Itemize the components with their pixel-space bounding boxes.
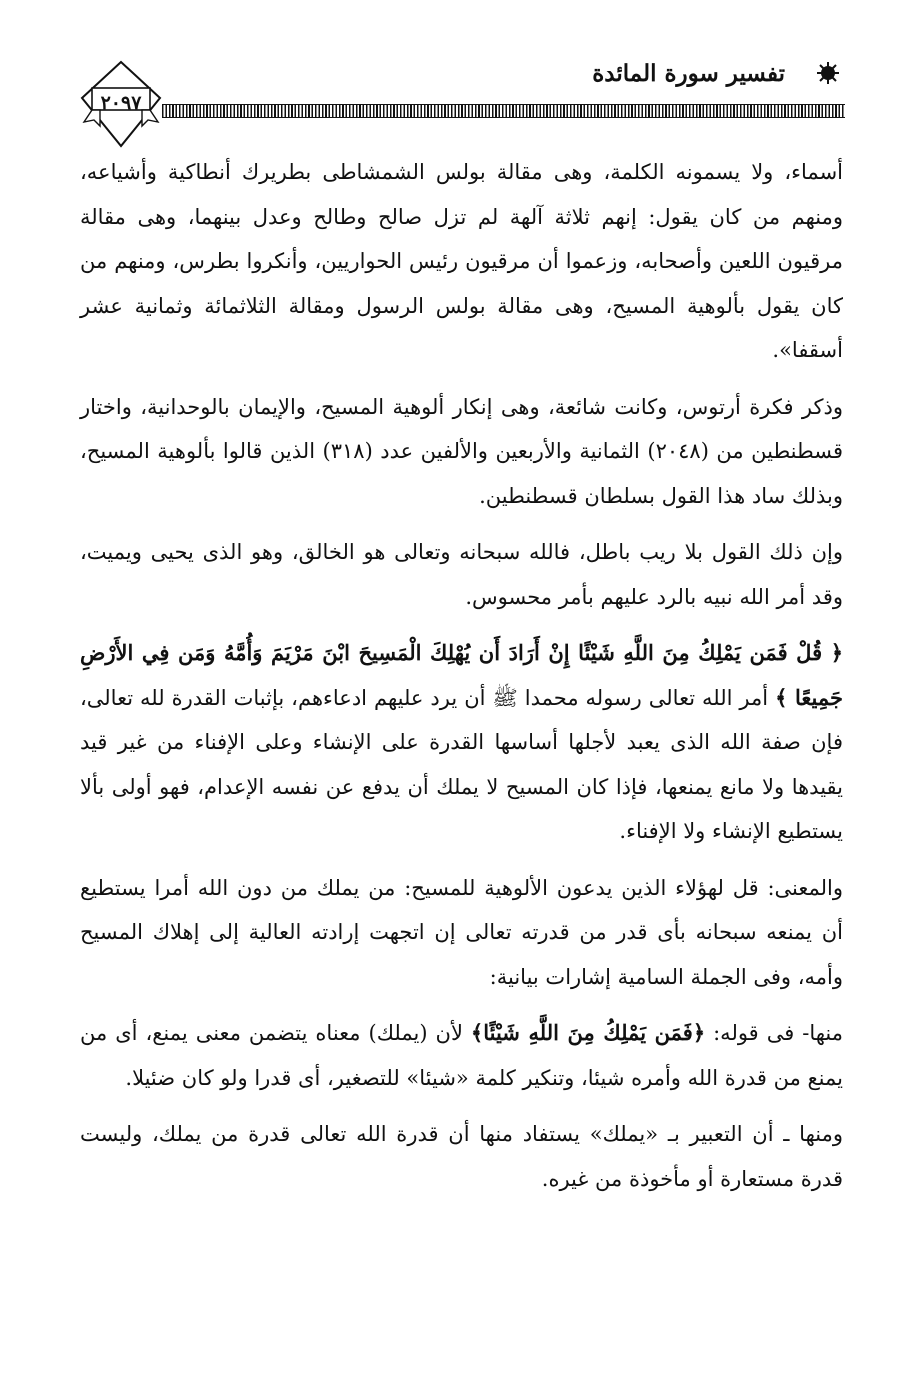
page-number: ٢٠٩٧: [100, 92, 142, 114]
paragraph: [80, 631, 843, 854]
page-number-badge: [80, 60, 162, 150]
ornament-icon: [817, 62, 839, 84]
paragraph-text: أمر الله تعالى رسوله محمدا ﷺ أن يرد عليهم ادعاءهم، بإثبات القدرة لله تعالى، فإن صفة الله الذى يعبد لأجلها أساسها القدرة على الإنشاء وعلى الإفناء من غير قيد يقيدها ولا مانع يمنعها، فإذا كان المسيح لا يملك أن يدفع عن نفسه الإعدام، فهو أولى بألا يستطيع الإنشاء ولا الإفناء.: [80, 685, 843, 843]
quran-verse: ﴿فَمَن يَمْلِكُ مِنَ اللَّهِ شَيْئًا﴾: [470, 1020, 706, 1045]
paragraph-text: ومنها ـ أن التعبير بـ «يملك» يستفاد منها أن قدرة الله تعالى قدرة من يملك، وليست قدرة مستعارة أو مأخوذة من غيره.: [80, 1122, 843, 1191]
paragraph-text: وإن ذلك القول بلا ريب باطل، فالله سبحانه وتعالى هو الخالق، وهو الذى يحيى ويميت، وقد أمر الله نبيه بالرد عليهم بأمر محسوس.: [80, 540, 843, 609]
paragraph: [80, 530, 843, 619]
paragraph: [80, 150, 843, 373]
paragraph-text: وذكر فكرة أرتوس، وكانت شائعة، وهى إنكار ألوهية المسيح، والإيمان بالوحدانية، واختار قسطنطين من (٢٠٤٨) الثمانية والأربعين والألفين عدد (٣١٨) الذين قالوا بألوهية المسيح، وبذلك ساد هذا القول بسلطان قسطنطين.: [80, 394, 844, 508]
body-text: [80, 150, 843, 1201]
header-rule: [162, 104, 845, 118]
running-title: تفسير سورة المائدة: [592, 60, 785, 87]
quran-verse: ﴿ قُلْ فَمَن يَمْلِكُ مِنَ اللَّهِ شَيْئًا إِنْ أَرَادَ أَن يُهْلِكَ الْمَسِيحَ ابْنَ مَرْيَمَ وَأُمَّهُ وَمَن فِي الأَرْضِ جَمِيعًا ﴾: [80, 640, 843, 710]
paragraph: [80, 385, 843, 519]
paragraph: [80, 1112, 843, 1201]
paragraph-text: أسماء، ولا يسمونه الكلمة، وهى مقالة بولس الشمشاطى بطريرك أنطاكية وأشياعه، ومنهم من كان يقول: إنهم ثلاثة آلهة لم تزل صالح وطالح وعدل بينهما، وهى مقالة مرقيون اللعين وأصحابه، وزعموا أن مرقيون رئيس الحواريين، وأنكروا بطرس، ومنهم من كان يقول بألوهية المسيح، وهى مقالة بولس الرسول ومقالة الثلاثمائة وثمانية عشر أسقفا».: [80, 160, 843, 362]
paragraph: [80, 1011, 843, 1100]
page-header: [80, 60, 845, 120]
paragraph-text: والمعنى: قل لهؤلاء الذين يدعون الألوهية للمسيح: من يملك من دون الله أمرا يستطيع أن يمنعه سبحانه بأى قدر من قدرته تعالى إن اتجهت إرادته العالية إلى إهلاك المسيح وأمه، وفى الجملة السامية إشارات بيانية:: [80, 875, 843, 989]
paragraph-text: لأن (يملك) معناه يتضمن معنى يمنع، أى من يمنع من قدرة الله وأمره شيئا، وتنكير كلمة «شيئا» للتصغير، أى قدرا ولو كان ضئيلا.: [80, 1021, 843, 1090]
paragraph: [80, 866, 843, 1000]
paragraph-lead: منها- فى قوله:: [705, 1021, 843, 1045]
